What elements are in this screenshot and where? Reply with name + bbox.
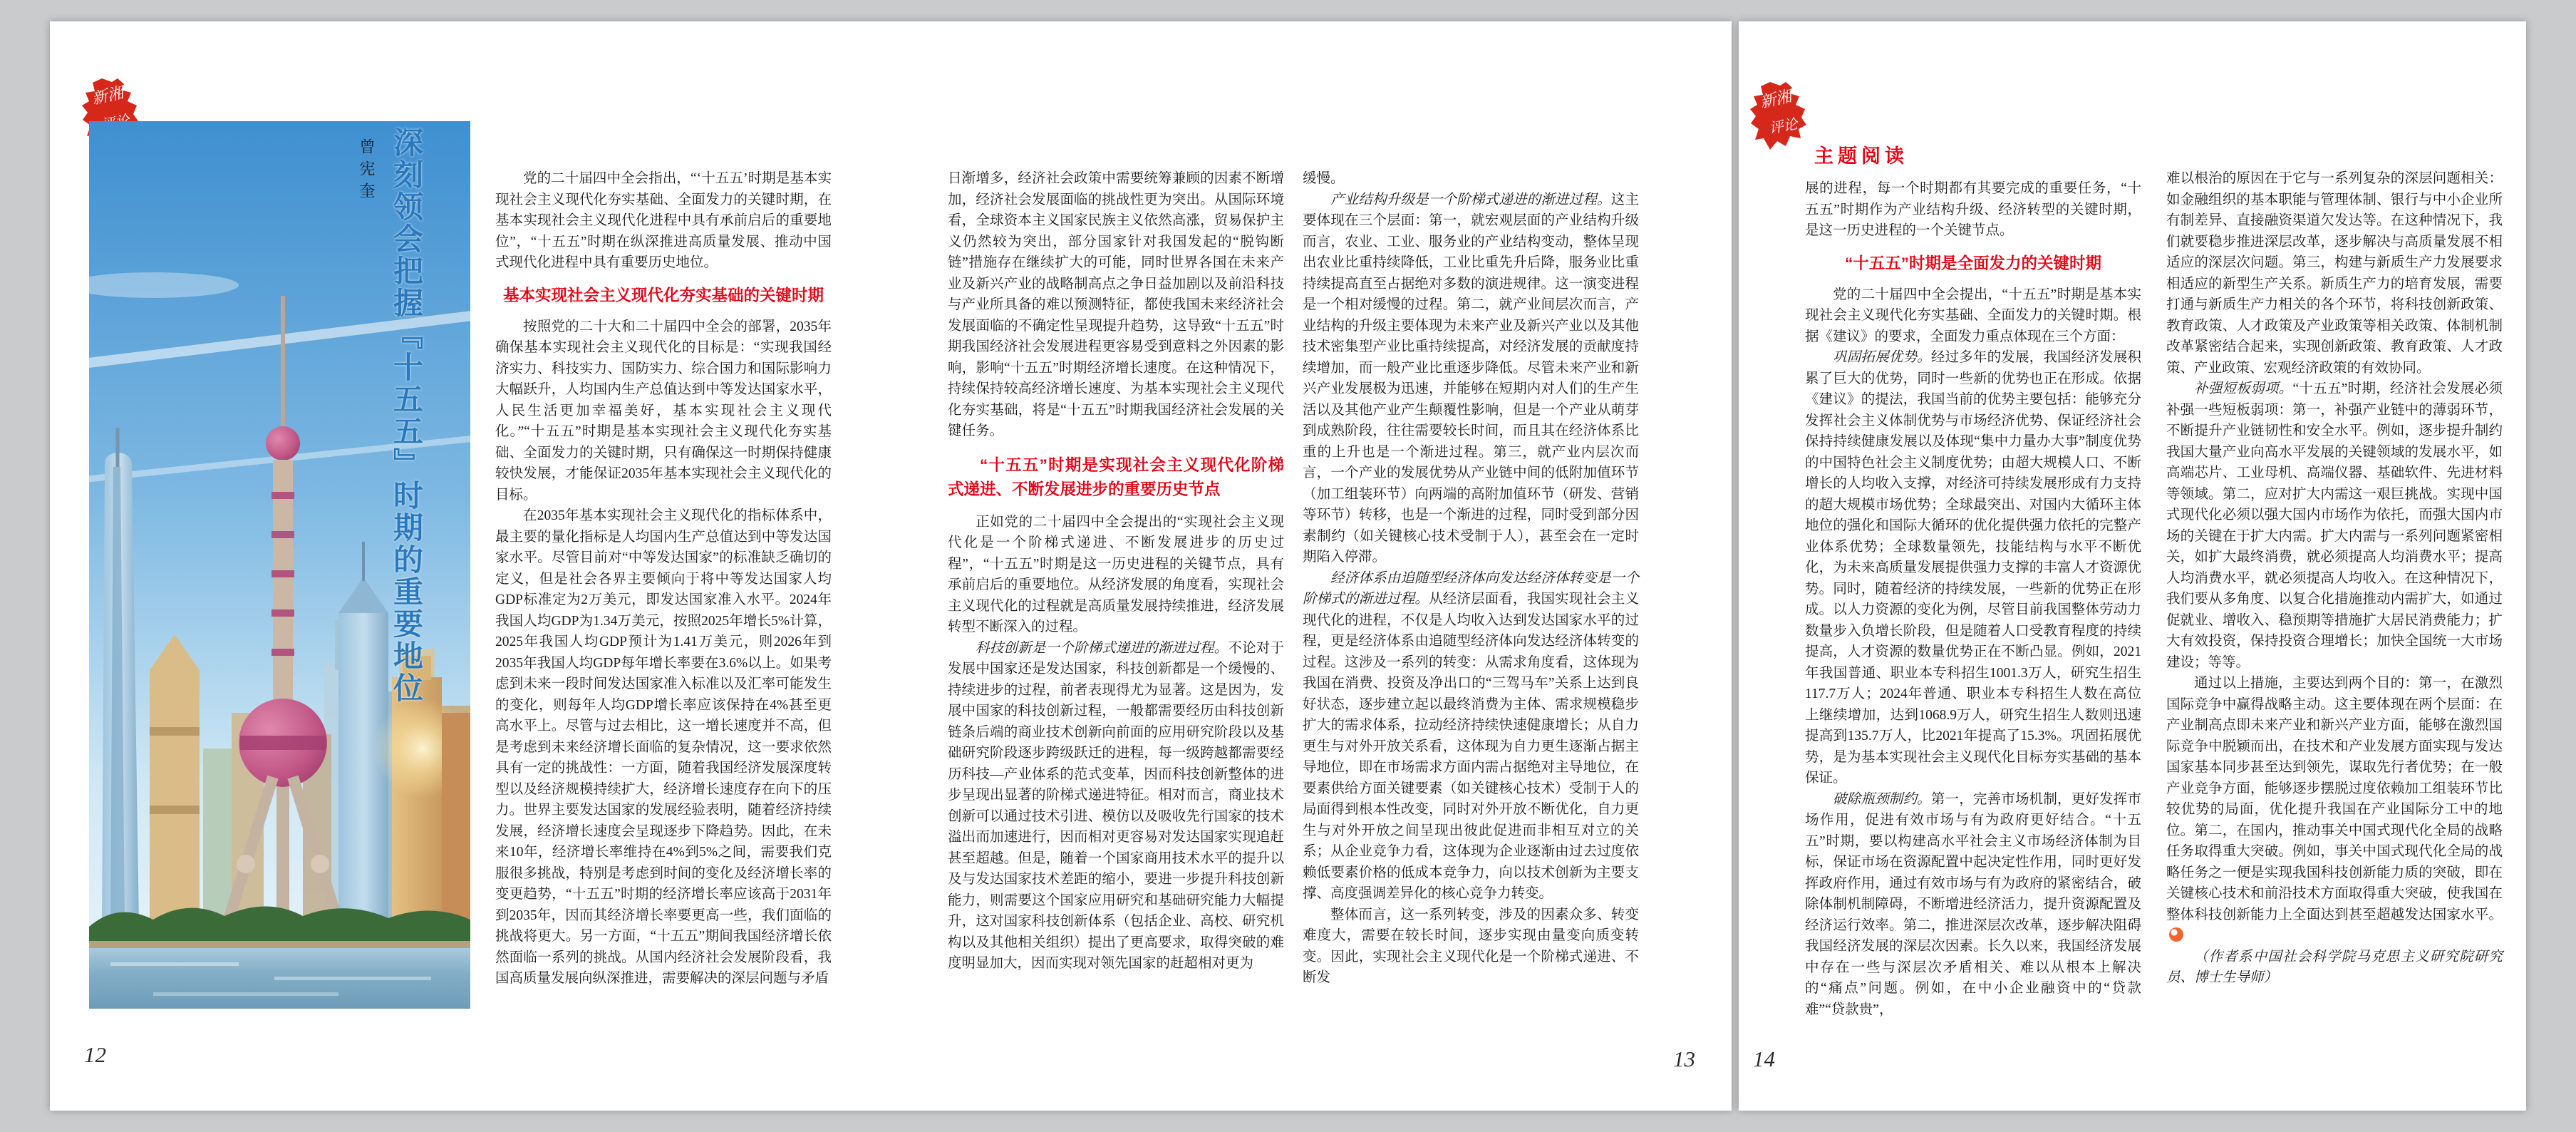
- paragraph-text: 展的进程，每一个时期都有其要完成的重要任务，“十五五”时期作为产业结构升级、经济转型的关键时期，是这一历史进程的一个关键节点。: [1805, 181, 2141, 238]
- paragraph-text: 党的二十届四中全会提出，“十五五”时期是基本实现社会主义现代化夯实基础、全面发力的关键时期。根据《建议》的要求，全面发力重点体现在三个方面：: [1805, 287, 2141, 344]
- paragraph: [1303, 190, 1639, 568]
- sheet-pages-12-13: [50, 21, 1732, 1111]
- paragraph-text: “十五五”时期是全面发力的关键时期: [1844, 254, 2101, 272]
- paragraph: [2166, 168, 2503, 379]
- section-label: 主题阅读: [1814, 145, 1908, 167]
- paragraph-text: 不论对于发展中国家还是发达国家，科技创新都是一个缓慢的、持续进步的过程，前者表现得尤为显著。这是因为，发展中国家的科技创新过程，一般都需要经历由科技创新链条后端的商业技术创新向前面的应用研究阶段以及基础研究阶段逐步跨级跃迁的进程，每一级跨越都需要经历科技—产业体系的范式变革，因而科技创新整体的进步呈现出显著的阶梯式递进特征。相对而言，商业技术创新可以通过技术引进、模仿以及吸收先行国家的技术溢出而加速进行，因而相对更容易对发达国家实现追赶甚至超越。但是，随着一个国家商用技术水平的提升以及与发达国家技术差距的缩小，要进一步提升科技创新能力，则需要这个国家应用研究和基础研究能力大幅提升，这对国家科技创新体系（包括企业、高校、研究机构以及其他相关组织）提出了更高要求，取得突破的难度明显加大，因而实现对领先国家的赶超相对更为: [948, 640, 1284, 971]
- paragraph-text: 正如党的二十届四中全会提出的“实现社会主义现代化是一个阶梯式递进、不断发展进步的历史过程”，“十五五”时期是这一历史进程的关键节点，具有承前启后的重要地位。从经济发展的角度看，实现社会主义现代化的过程就是高质量发展持续推进，经济发展转型不断深入的过程。: [948, 514, 1284, 634]
- journal-name-top: 新湘: [90, 83, 125, 108]
- page-number-13: 13: [1673, 1046, 1695, 1071]
- paragraph: [948, 168, 1284, 442]
- paragraph: [2166, 673, 2503, 947]
- paragraph: [495, 505, 832, 989]
- page-number-14: 14: [1753, 1046, 1775, 1071]
- paragraph-text: “十五五”时期，经济社会发展必须补强一些短板弱项：第一，补强产业链中的薄弱环节，不断提升产业链韧性和安全水平。例如，逐步提升制约我国大量产业向高水平发展的关键领域的发展水平，如高端芯片、工业母机、高端仪器、基础软件、先进材料等领域。第二，应对扩大内需这一艰巨挑战。实现中国式现代化必须以强大国内市场作为依托，而强大国内市场的关键在于扩大内需。扩大内需与一系列问题紧密相关，如扩大最终消费，就必须提高人均消费水平；提高人均消费水平，就必须提高人均收入。在这种情况下，我们要从多角度、以复合化措施推动内需扩大，如通过促就业、增收入、稳预期等措施扩大居民消费能力；扩大有效投资，保持投资合理增长；加快全国统一大市场建设；等等。: [2166, 381, 2503, 670]
- paragraph-text: 第一，完善市场机制，更好发挥市场作用，促进有效市场与有为政府更好结合。“十五五”时期，要以构建高水平社会主义市场经济体制为目标，保证市场在资源配置中起决定性作用，同时更好发挥政府作用，通过有效市场与有为政府的紧密结合，破除体制机制障碍，不断增进经济活力，提升资源配置及经济运行效率。第二，推进深层次改革，逐步解决阻碍我国经济发展的深层次因素。长久以来，我国经济发展中存在一些与深层次矛盾相关、难以从根本上解决的“痛点”问题。例如，在中小企业融资中的“贷款难”“贷款贵”，: [1805, 791, 2141, 1017]
- journal-name-top: 新湘: [1758, 87, 1794, 111]
- paragraph-text: 日渐增多，经济社会政策中需要统筹兼顾的因素不断增加，经济社会发展面临的挑战性更为突出。从国际环境看，全球资本主义国家民族主义依然高涨，贸易保护主义仍然较为突出，部分国家针对我国发起的“脱钩断链”措施存在继续扩大的可能，同时世界各国在未来产业及新兴产业的战略制高点之争日益加剧以及前沿科技与产业所具备的难以预测特征，都使我国未来经济社会发展面临的不确定性呈现提升趋势，这导致“十五五”时期我国经济社会发展进程更容易受到意料之外因素的影响，影响“十五五”时期经济增长速度。在这种情况下，持续保持较高经济增长速度、为基本实现社会主义现代化夯实基础，将是“十五五”时期我国经济社会发展的关键任务。: [948, 171, 1284, 438]
- paragraph-text: 缓慢。: [1303, 171, 1345, 186]
- skyline-photo: [89, 121, 470, 1009]
- masthead-right: [1749, 81, 1934, 167]
- paragraph-text: 整体而言，这一系列转变，涉及的因素众多、转变难度大，需要在较长时间，逐步实现由量变向质变转变。因此，实现社会主义现代化是一个阶梯式递进、不断发: [1303, 907, 1639, 985]
- paragraph: [1805, 347, 2141, 789]
- text-column-d: [1805, 178, 2141, 1020]
- article-end-mark-icon: [2169, 927, 2183, 942]
- paragraph-text: 从经济层面看，我国实现社会主义现代化的进程，不仅是人均收入达到发达国家水平的过程，更是经济体系由追随型经济体向发达经济体转变的过程。这涉及一系列的转变：从需求角度看，这体现为我国在消费、投资及净出口的“三驾马车”关系上达到良好状态，逐步建立起以最终消费为主体、需求规模稳步扩大的需求体系，拉动经济持续快速健康增长；从自力更生与对外开放关系看，这体现为自力更生逐渐占据主导地位，即在市场需求方面内需占据绝对主导地位，在要素供给方面关键要素（如关键核心技术）受制于人的局面得到根本性改变，同时对外开放不断优化，自力更生与对外开放之间呈现出彼此促进而非相互对立的关系；从企业竞争力看，这体现为企业逐渐由过去过度依赖低要素价格的低成本竞争力，向以技术创新为主要支撑、高度强调差异化的核心竞争力转变。: [1303, 592, 1639, 901]
- paragraph: [948, 638, 1284, 974]
- paragraph: [1805, 789, 2141, 1021]
- text-column-b: [948, 168, 1284, 974]
- article-title: 深刻领会把握『十五五』时期的重要地位: [390, 127, 423, 704]
- sheet-page-14: [1739, 21, 2526, 1111]
- paragraph-text: 难以根治的原因在于它与一系列复杂的深层问题相关：如金融组织的基本职能与管理体制、银行与中小企业所有制差异、直接融资渠道欠发达等。在这种情况下，我们就要稳步推进深层改革，逐步解决与高质量发展不相适应的深层次问题。第三，构建与新质生产力发展要求相适应的新型生产关系。新质生产力的培育发展，需要打通与新质生产力相关的各个环节，将科技创新政策、教育政策、人才政策及产业政策等相关政策、体制机制改革紧密结合起来，实现创新政策、教育政策、人才政策、产业政策、宏观经济政策的有效协同。: [2166, 171, 2503, 376]
- page-number-12: 12: [84, 1042, 106, 1067]
- text-column-a: [495, 168, 832, 989]
- paragraph: [2166, 379, 2503, 673]
- author-bio: [2166, 947, 2503, 989]
- paragraph: [948, 512, 1284, 638]
- section-heading: [1805, 253, 2141, 274]
- paragraph: [495, 168, 832, 274]
- paragraph-text: 党的二十届四中全会指出，“‘十五五’时期是基本实现社会主义现代化夯实基础、全面发力的关键时期，在基本实现社会主义现代化进程中具有承前启后的重要地位”，“十五五”时期在纵深推进高质量发展、推动中国式现代化进程中具有重要历史地位。: [495, 171, 832, 270]
- paragraph-text: 按照党的二十大和二十届四中全会的部署，2035年确保基本实现社会主义现代化的目标是：“实现我国经济实力、科技实力、国防实力、综合国力和国际影响力大幅跃升，人均国内生产总值达到中等发达国家水平，人民生活更加幸福美好，基本实现社会主义现代化。”“十五五”时期是基本实现社会主义现代化夯实基础、全面发力的关键时期，只有确保这一时期保持健康较快发展，才能保证2035年基本实现社会主义现代化的目标。: [495, 319, 832, 503]
- lead-in-phrase: 巩固拓展优势。: [1833, 350, 1931, 365]
- lead-in-phrase: 科技创新是一个阶梯式递进的渐进过程。: [976, 640, 1228, 656]
- paragraph-text: 这主要体现在三个层面：第一，就宏观层面的产业结构升级而言，农业、工业、服务业的产业结构变动，整体呈现出农业比重持续降低，工业比重先升后降，服务业比重持续提高直至占据绝对多数的演进规律。这一演变进程是一个相对缓慢的过程。第二，就产业间层次而言，产业结构的升级主要体现为未来产业及新兴产业以及其他技术密集型产业比重持续提高，对经济发展的贡献度持续增加，而一般产业比重逐步降低。尽管未来产业和新兴产业发展极为迅速，并能够在短期内对人们的生产生活以及其他产业产生颠覆性影响，但是一个产业从萌芽到成熟阶段，往往需要较长时间，而且其在经济体系比重的上升也是一个渐进过程。第三，就产业内层次而言，一个产业的发展优势从产业链中间的低附加值环节（加工组装环节）向两端的高附加值环节（研发、营销等环节）转移，也是一个渐进的过程，同时受到部分因素制约（如关键核心技术受制于人），甚至会在一定时期陷入停滞。: [1303, 192, 1639, 565]
- paragraph-text: 通过以上措施，主要达到两个目的：第一，在激烈国际竞争中赢得战略主动。这主要体现在两个层面：在产业制高点即未来产业和新兴产业方面，能够在激烈国际竞争中脱颖而出，在技术和产业发展方面实现与发达国家基本同步甚至达到领先，谋取先行者优势；在一般产业竞争方面，能够逐步摆脱过度依赖加工组装环节比较优势的局面，优化提升我国在产业国际分工中的地位。第二，在国内，推动事关中国式现代化全局的战略任务取得重大突破。例如，事关中国式现代化全局的战略任务之一便是实现我国科技创新能力质的突破，即在关键核心技术和前沿技术方面取得重大突破，使我国在整体科技创新能力上全面达到甚至超越发达国家水平。: [2166, 676, 2503, 922]
- article-author: 曾宪奎: [358, 138, 376, 205]
- paragraph: [1303, 168, 1639, 190]
- text-column-c: [1303, 168, 1639, 989]
- paragraph: [495, 317, 832, 506]
- lead-in-phrase: 补强短板弱项。: [2194, 381, 2293, 396]
- paragraph-text: 在2035年基本实现社会主义现代化的指标体系中，最主要的量化指标是人均国内生产总值达到中等发达国家水平。尽管目前对“中等发达国家”的标准缺乏确切的定义，但是社会各界主要倾向于将中等发达国家人均GDP标准定为2万美元，即发达国家准入水平。2024年我国人均GDP为1.34万美元，按照2025年增长5%计算，2025年我国人均GDP预计为1.41万美元，则2026年到2035年我国人均GDP每年增长率要在3.6%以上。如果考虑到未来一段时间发达国家准入标准以及汇率可能发生的变化，则每年人均GDP增长率应该保持在4%甚至更高水平上。尽管与过去相比，这一增长速度并不高，但是考虑到未来经济增长面临的复杂情况，这一要求依然具有一定的挑战性：一方面，随着我国经济发展深度转型以及经济规模持续扩大，经济增长速度存在向下的压力。世界主要发达国家的发展经验表明，随着经济持续发展，经济增长速度会呈现逐步下降趋势。因此，在未来10年，经济增长率维持在4%到5%之间，需要我们克服很多挑战，特别是考虑到时间的变化及经济增长率的变更趋势，“十五五”时期的经济增长率应该高于2031年到2035年，因而其经济增长率要更高一些，我们面临的挑战将更大。另一方面，“十五五”期间我国经济增长依然面临一系列的挑战。从国内经济社会发展阶段看，我国高质量发展向纵深推进，需要解决的深层问题与矛盾: [495, 508, 832, 986]
- paragraph: [1805, 178, 2141, 242]
- journal-name-bottom: 评论: [1768, 116, 1799, 137]
- paragraph-text: 经过多年的发展，我国经济发展积累了巨大的优势，同时一些新的优势也正在形成。依据《建议》的提法，我国当前的优势主要包括：能够充分发挥社会主义体制优势与市场经济优势、保证经济社会保持持续健康发展以及体现“集中力量办大事”制度优势的中国特色社会主义制度优势；由超大规模人口、不断增长的人均收入支撑，对经济可持续发展形成有力支持的超大规模市场优势；全球最突出、对国内大循环主体地位的强化和国际大循环的优化提供强力依托的完整产业体系优势；全球数量领先，技能结构与水平不断优化，为未来高质量发展提供强力支撑的丰富人才资源优势。同时，随着经济的持续发展，一些新的优势正在形成。以人力资源的变化为例，尽管目前我国整体劳动力数量步入负增长阶段，但是随着人口受教育程度的持续提高，人才资源的数量优势正在不断凸显。例如，2021年我国普通、职业本专科招生1001.3万人，研究生招生117.7万人；2024年普通、职业本专科招生人数在高位上继续增加，达到1068.9万人，研究生招生人数则迅速提高到135.7万人，比2021年提高了15.3%。巩固拓展优势，是为基本实现社会主义现代化目标夯实基础的基本保证。: [1805, 350, 2141, 786]
- section-heading: [948, 453, 1284, 502]
- lead-in-phrase: 破除瓶颈制约。: [1833, 791, 1931, 807]
- paragraph: [1805, 284, 2141, 348]
- section-heading: [495, 285, 832, 307]
- lead-in-phrase: 经济体系由追随型经济体向发达经济体转变是一个阶梯式的渐进过程。: [1303, 570, 1639, 607]
- paragraph-text: 基本实现社会主义现代化夯实基础的关键时期: [502, 286, 824, 304]
- paragraph-text: “十五五”时期是实现社会主义现代化阶梯式递进、不断发展进步的重要历史节点: [948, 456, 1284, 498]
- lead-in-phrase: 产业结构升级是一个阶梯式递进的渐进过程。: [1330, 192, 1611, 207]
- journal-logo-icon: [1749, 81, 1809, 152]
- paragraph-text: （作者系中国社会科学院马克思主义研究院研究员、博士生导师）: [2166, 949, 2503, 985]
- text-column-e: [2166, 168, 2503, 989]
- paragraph: [1303, 568, 1639, 905]
- paragraph: [1303, 905, 1639, 989]
